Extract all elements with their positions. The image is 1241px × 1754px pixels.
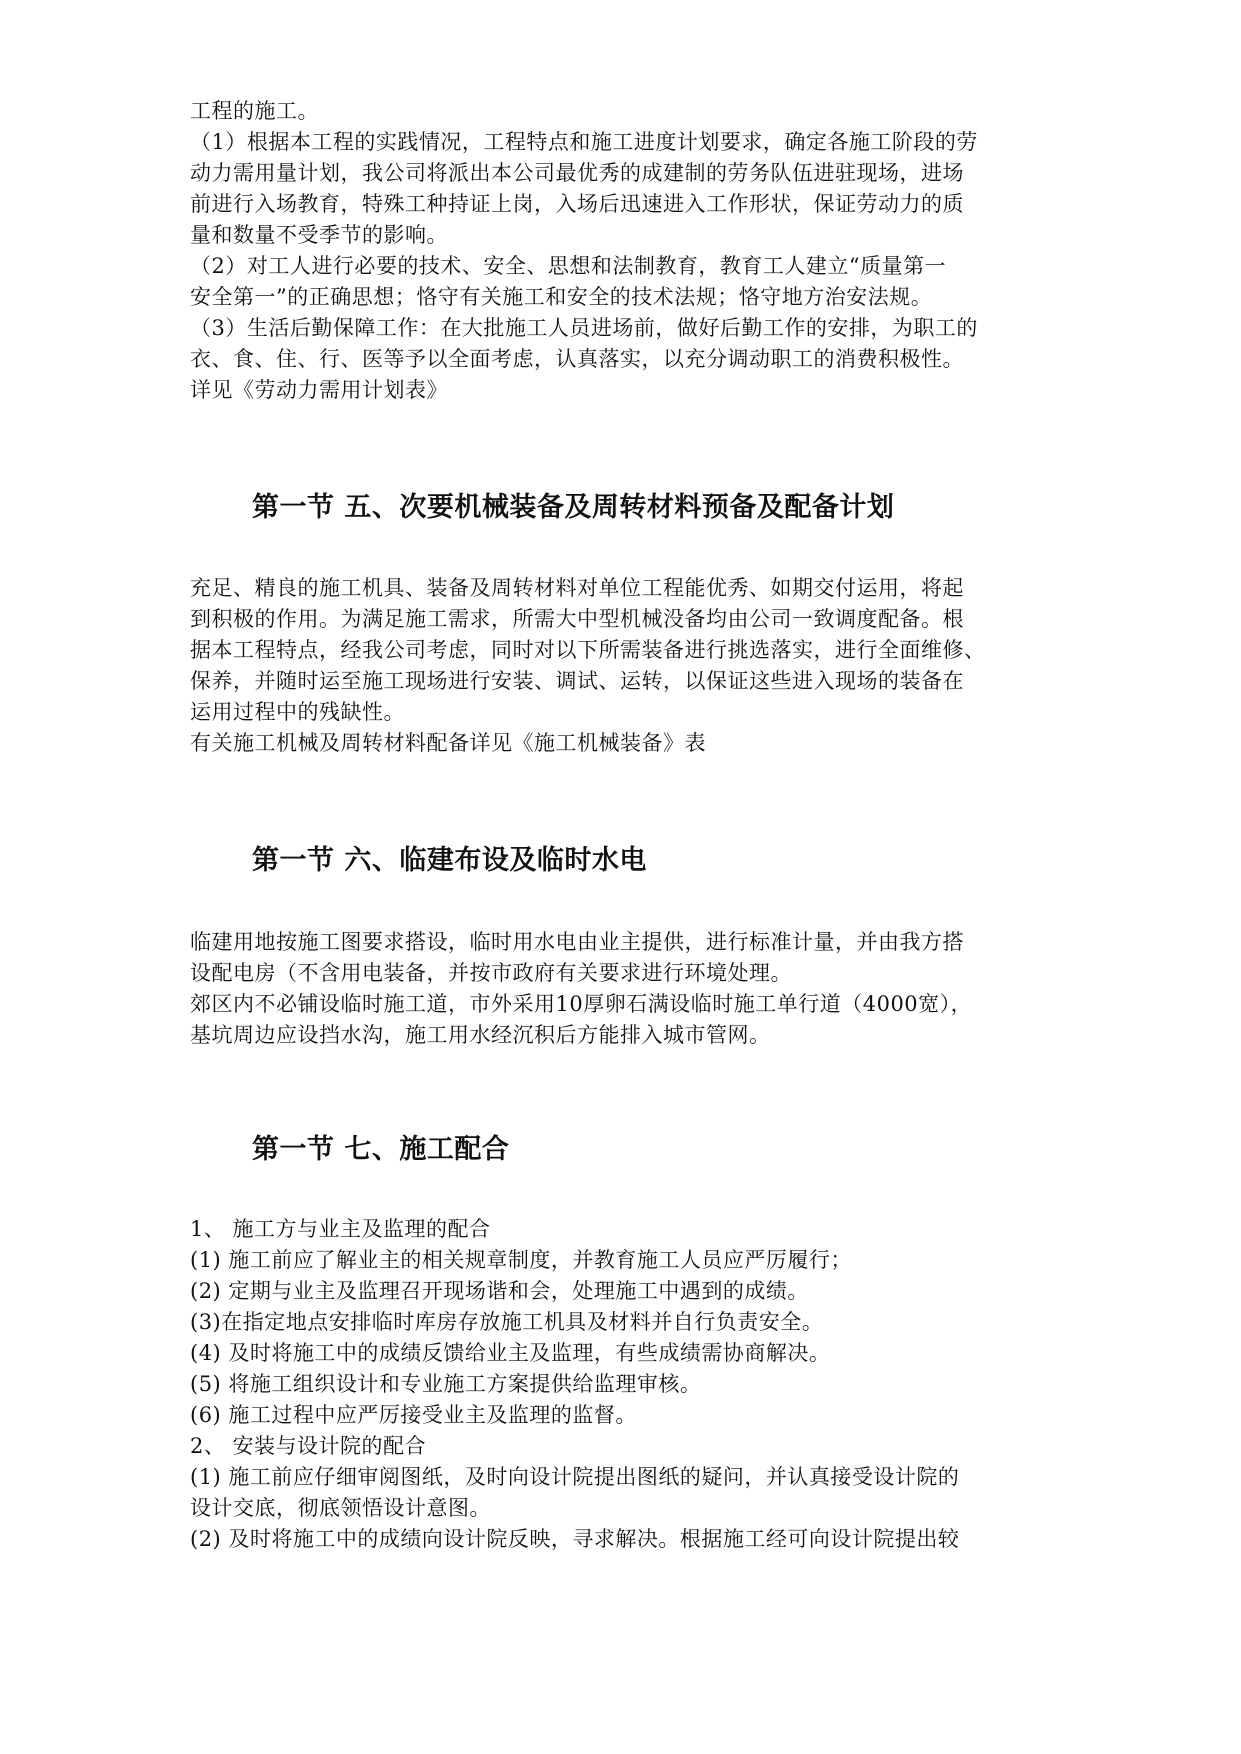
text-line: (6) 施工过程中应严厉接受业主及监理的监督。 bbox=[190, 1403, 637, 1427]
text-line: 保养，并随时运至施工现场进行安装、调试、运转，以保证这些进入现场的装备在 bbox=[190, 669, 964, 693]
text-line: (5) 将施工组织设计和专业施工方案提供给监理审核。 bbox=[190, 1372, 702, 1396]
text-line: （1）根据本工程的实践情况，工程特点和施工进度计划要求，确定各施工阶段的劳 bbox=[190, 130, 978, 154]
text-line: (2) 及时将施工中的成绩向设计院反映，寻求解决。根据施工经可向设计院提出较 bbox=[190, 1527, 960, 1551]
text-line: 临建用地按施工图要求搭设，临时用水电由业主提供，进行标准计量，并由我方搭 bbox=[190, 930, 964, 954]
text-line: 详见《劳动力需用计划表》 bbox=[190, 378, 448, 402]
text-line: 1、 施工方与业主及监理的配合 bbox=[190, 1217, 491, 1241]
text-line: (1) 施工前应仔细审阅图纸，及时向设计院提出图纸的疑问，并认真接受设计院的 bbox=[190, 1465, 960, 1489]
text-line: （3）生活后勤保障工作：在大批施工人员进场前，做好后勤工作的安排，为职工的 bbox=[190, 316, 978, 340]
text-line: 2、 安装与设计院的配合 bbox=[190, 1434, 427, 1458]
text-line: 安全第一”的正确思想；恪守有关施工和安全的技术法规；恪守地方治安法规。 bbox=[190, 285, 933, 309]
text-line: 设计交底，彻底领悟设计意图。 bbox=[190, 1496, 491, 1520]
text-line: 到积极的作用。为满足施工需求，所需大中型机械没备均由公司一致调度配备。根 bbox=[190, 607, 964, 631]
text-line: 动力需用量计划，我公司将派出本公司最优秀的成建制的劳务队伍进驻现场，进场 bbox=[190, 161, 964, 185]
text-line: (2) 定期与业主及监理召开现场谐和会，处理施工中遇到的成绩。 bbox=[190, 1279, 809, 1303]
section-7-heading: 第一节 七、施工配合 bbox=[252, 1134, 510, 1165]
text-line: 运用过程中的残缺性。 bbox=[190, 700, 405, 724]
section-6-heading: 第一节 六、临建布设及临时水电 bbox=[252, 845, 647, 876]
text-line: 设配电房（不含用电装备，并按市政府有关要求进行环境处理。 bbox=[190, 961, 792, 985]
text-line: 工程的施工。 bbox=[190, 99, 319, 123]
text-line: 充足、精良的施工机具、装备及周转材料对单位工程能优秀、如期交付运用，将起 bbox=[190, 576, 964, 600]
text-line: 前进行入场教育，特殊工种持证上岗，入场后迅速进入工作形状，保证劳动力的质 bbox=[190, 192, 964, 216]
text-line: 量和数量不受季节的影响。 bbox=[190, 223, 448, 247]
text-line: (4) 及时将施工中的成绩反馈给业主及监理，有些成绩需协商解决。 bbox=[190, 1341, 831, 1365]
text-line: (3)在指定地点安排临时库房存放施工机具及材料并自行负责安全。 bbox=[190, 1310, 824, 1334]
text-line: 郊区内不必铺设临时施工道，市外采用10厚卵石满设临时施工单行道（4000宽）， bbox=[190, 992, 973, 1016]
text-line: 据本工程特点，经我公司考虑，同时对以下所需装备进行挑选落实，进行全面维修、 bbox=[190, 638, 986, 662]
section-5-heading: 第一节 五、次要机械装备及周转材料预备及配备计划 bbox=[252, 492, 895, 523]
text-line: （2）对工人进行必要的技术、安全、思想和法制教育，教育工人建立“质量第一 bbox=[190, 254, 947, 278]
text-line: 有关施工机械及周转材料配备详见《施工机械装备》表 bbox=[190, 731, 706, 755]
text-line: 基坑周边应设挡水沟，施工用水经沉积后方能排入城市管网。 bbox=[190, 1023, 771, 1047]
text-line: 衣、食、住、行、医等予以全面考虑，认真落实，以充分调动职工的消费积极性。 bbox=[190, 347, 964, 371]
text-line: (1) 施工前应了解业主的相关规章制度，并教育施工人员应严厉履行； bbox=[190, 1248, 852, 1272]
